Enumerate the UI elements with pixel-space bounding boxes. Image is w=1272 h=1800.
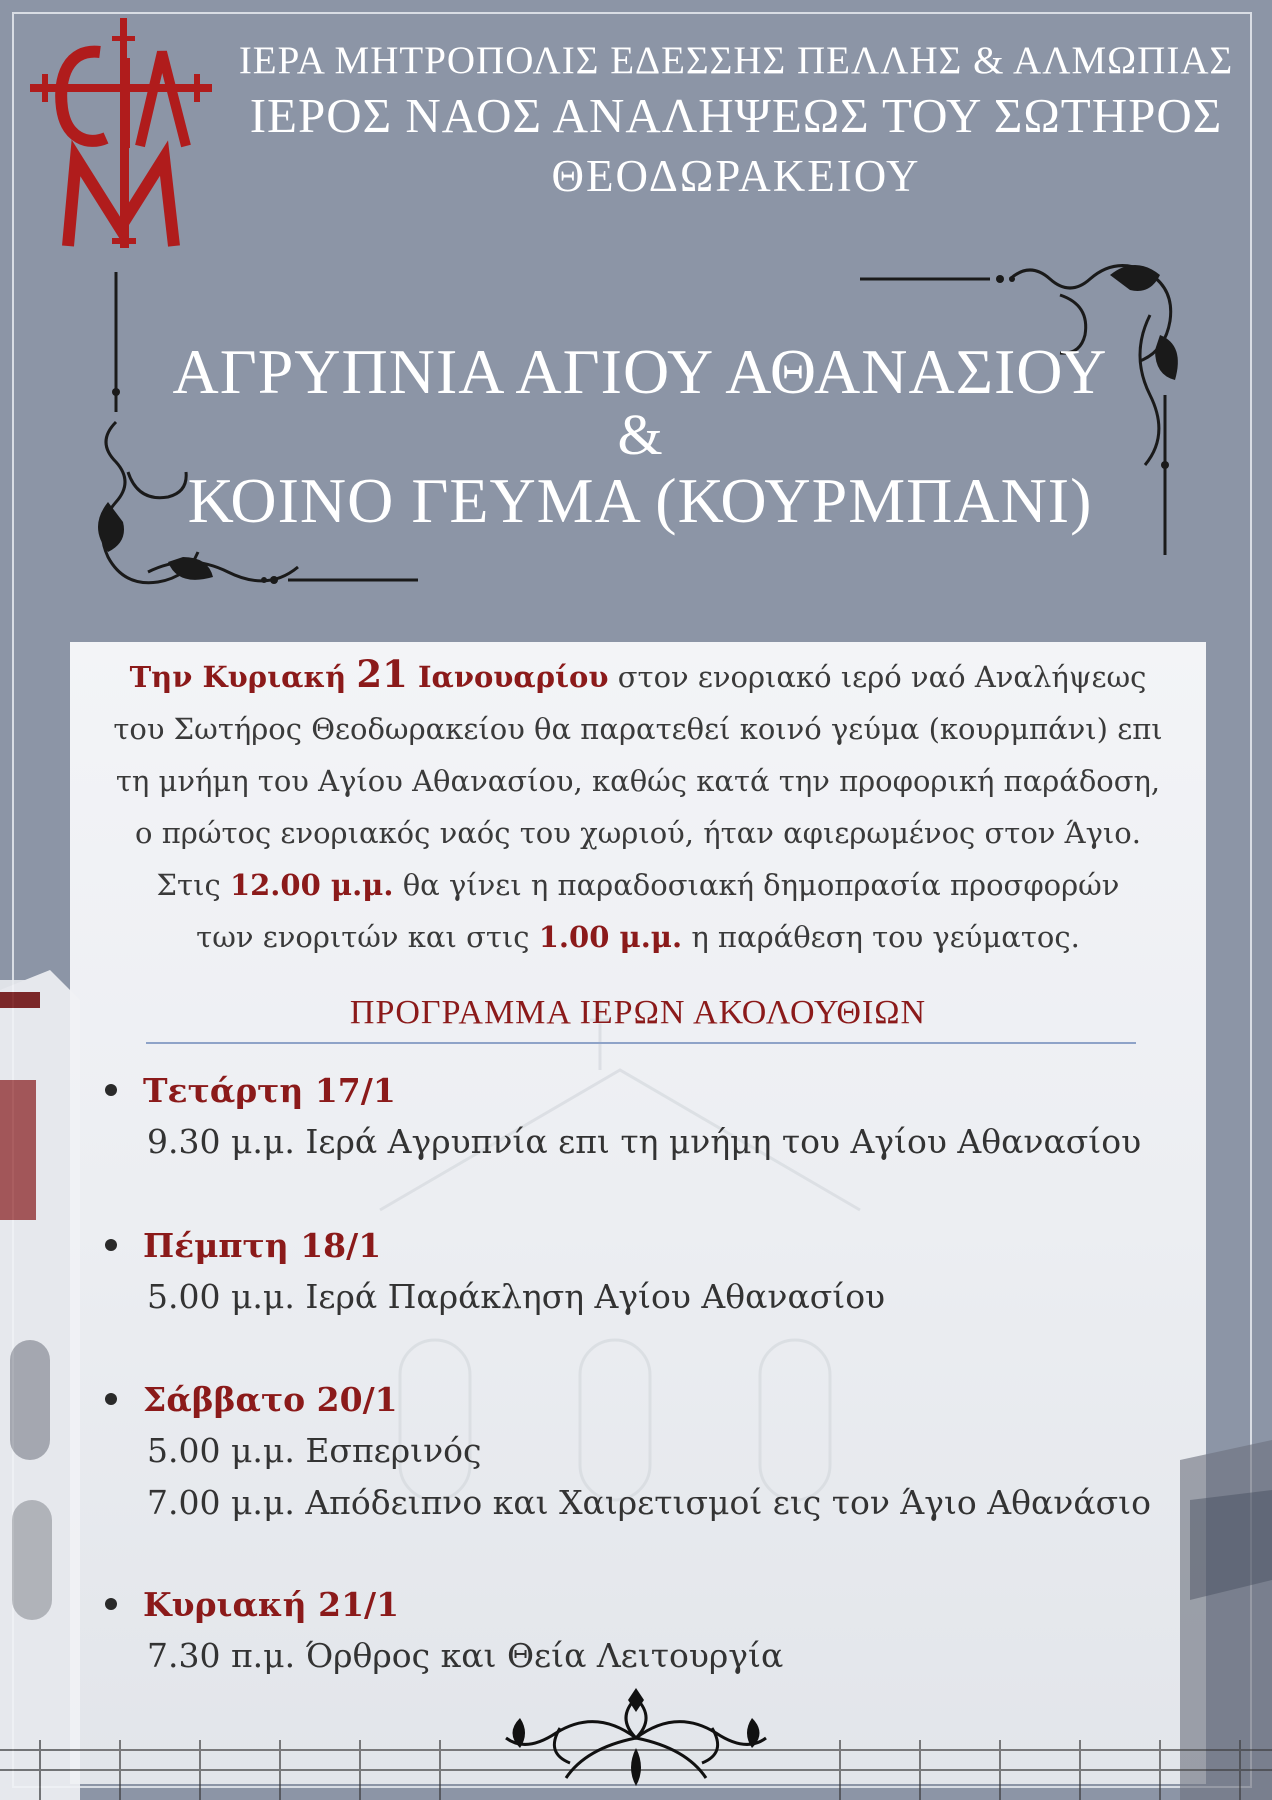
- program-item-saturday: [105, 1375, 1205, 1529]
- village-name: ΘΕΟΔΩΡΑΚΕΙΟΥ: [551, 151, 921, 201]
- announcement-line-3: τη μνήμη του Αγίου Αθανασίου, καθώς κατά την προφορική παράδοση,: [115, 764, 1161, 798]
- program-event: 7.00 μ.μ. Απόδειπνο και Χαιρετισμοί εις τον Άγιο Αθανάσιο: [147, 1483, 1151, 1522]
- program-day: Τετάρτη 17/1: [143, 1071, 396, 1110]
- announcement-text: [70, 648, 1206, 963]
- program-day: Πέμπτη 18/1: [143, 1226, 382, 1265]
- church-name: ΙΕΡΟΣ ΝΑΟΣ ΑΝΑΛΗΨΕΩΣ ΤΟΥ ΣΩΤΗΡΟΣ: [249, 88, 1223, 143]
- event-title: [150, 336, 1130, 540]
- program-day: Κυριακή 21/1: [143, 1585, 400, 1624]
- program-event: 5.00 μ.μ. Ιερά Παράκληση Αγίου Αθανασίου: [147, 1277, 886, 1316]
- announcement-line-4: ο πρώτος ενοριακός ναός του χωριού, ήταν αφιερωμένος στον Άγιο.: [135, 816, 1141, 850]
- announcement-text-1: στον ενοριακό ιερό ναό Αναλήψεως: [608, 660, 1147, 694]
- announcement-line-6: [70, 911, 1206, 963]
- announcement-month: Ιανουαρίου: [407, 660, 609, 694]
- program-event: 9.30 μ.μ. Ιερά Αγρυπνία επι τη μνήμη του Αγίου Αθανασίου: [147, 1122, 1142, 1161]
- announcement-day-number: 21: [356, 652, 408, 696]
- announcement-l6-post: η παράθεση του γεύματος.: [682, 920, 1080, 954]
- announcement-line-5: [70, 859, 1206, 911]
- announcement-l6-pre: των ενοριτών και στις: [196, 920, 539, 954]
- announcement-line-1: [70, 648, 1206, 703]
- title-ampersand: &: [617, 402, 663, 467]
- church-header: [216, 36, 1256, 206]
- program-event: 7.30 π.μ. Όρθρος και Θεία Λειτουργία: [147, 1636, 784, 1675]
- program-event: 5.00 μ.μ. Εσπερινός: [147, 1431, 482, 1470]
- announcement-l5-post: θα γίνει η παραδοσιακή δημοπρασία προσφορών: [393, 868, 1120, 902]
- announcement-day: Την Κυριακή: [129, 660, 357, 694]
- program-divider: [146, 1042, 1136, 1044]
- announcement-line-2: του Σωτήρος Θεοδωρακείου θα παρατεθεί κοινό γεύμα (κουρμπάνι) επι: [113, 712, 1163, 746]
- program-item-sunday: [105, 1580, 1205, 1682]
- program-title: ΠΡΟΓΡΑΜΜΑ ΙΕΡΩΝ ΑΚΟΛΟΥΘΙΩΝ: [349, 994, 927, 1031]
- title-vigil: ΑΓΡΥΠΝΙΑ ΑΓΙΟΥ ΑΘΑΝΑΣΙΟΥ: [172, 336, 1108, 407]
- bullet-icon: [105, 1598, 117, 1610]
- meal-time: 1.00 μ.μ.: [538, 920, 683, 954]
- bullet-icon: [105, 1084, 117, 1096]
- metropolis-name: ΙΕΡΑ ΜΗΤΡΟΠΟΛΙΣ ΕΔΕΣΣΗΣ ΠΕΛΛΗΣ & ΑΛΜΩΠΙΑΣ: [238, 39, 1234, 82]
- program-item-thursday: [105, 1221, 1205, 1323]
- flourish-ornament-icon: [500, 1688, 772, 1788]
- program-item-wednesday: [105, 1066, 1205, 1168]
- program-day: Σάββατο 20/1: [143, 1380, 398, 1419]
- bullet-icon: [105, 1393, 117, 1405]
- metropolis-monogram-icon: [28, 18, 214, 264]
- auction-time: 12.00 μ.μ.: [229, 868, 394, 902]
- title-common-meal: ΚΟΙΝΟ ΓΕΥΜΑ (ΚΟΥΡΜΠΑΝΙ): [187, 465, 1093, 536]
- bullet-icon: [105, 1239, 117, 1251]
- announcement-l5-pre: Στις: [156, 868, 230, 902]
